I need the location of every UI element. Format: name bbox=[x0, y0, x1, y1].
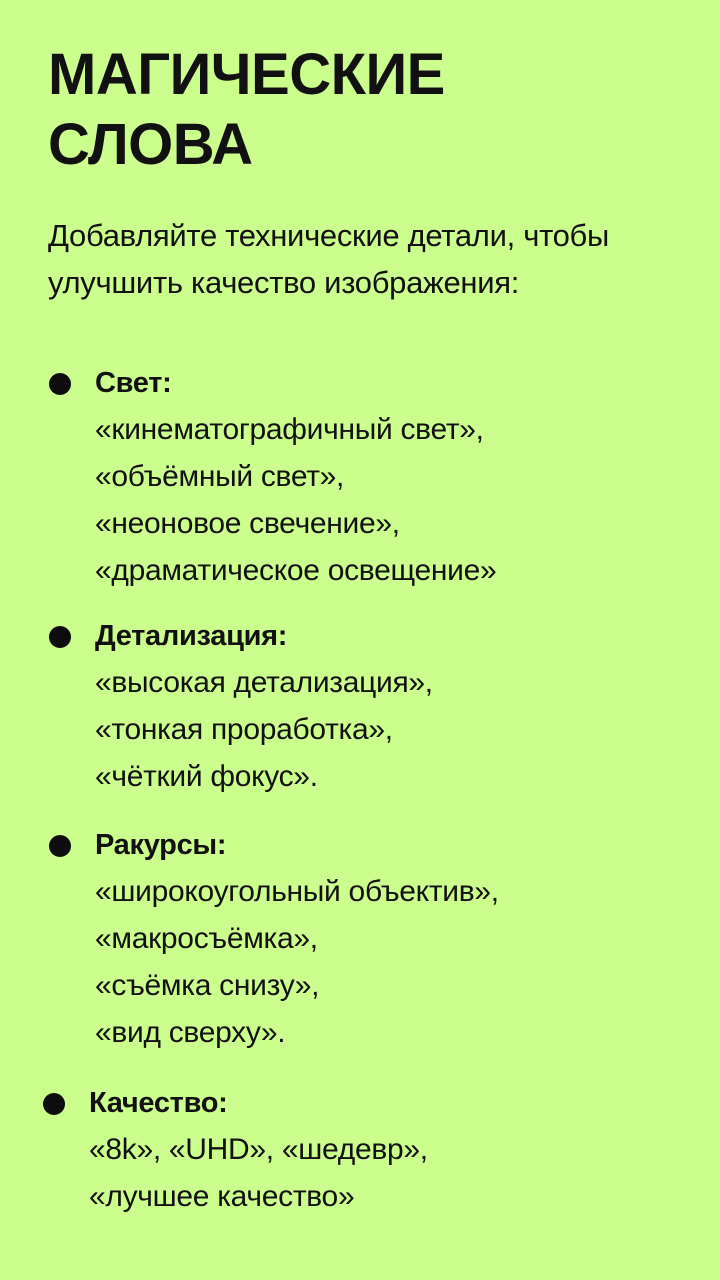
section-heading: Свет: bbox=[95, 367, 172, 399]
intro-text: Добавляйте технические детали, чтобы улучшить качество изображения: bbox=[48, 218, 609, 300]
list-item: «широкоугольный объектив», bbox=[95, 875, 499, 908]
list-item: «кинематографичный свет», bbox=[95, 413, 484, 446]
section-lines bbox=[95, 659, 433, 800]
list-item: «драматическое освещение» bbox=[95, 554, 497, 587]
bullet-icon bbox=[43, 1093, 65, 1115]
bullet-icon bbox=[49, 626, 71, 648]
list-item: «высокая детализация», bbox=[95, 666, 433, 699]
section-heading: Ракурсы: bbox=[95, 829, 227, 861]
page-title bbox=[48, 40, 668, 180]
list-item: «съёмка снизу», bbox=[95, 969, 320, 1002]
list-item: «тонкая проработка», bbox=[95, 713, 393, 746]
title-line-2: СЛОВА bbox=[48, 112, 253, 177]
list-item: «вид сверху». bbox=[95, 1016, 286, 1049]
title-line-1: МАГИЧЕСКИЕ bbox=[48, 42, 445, 107]
list-item: «лучшее качество» bbox=[89, 1180, 355, 1213]
section-lines bbox=[89, 1126, 428, 1220]
bullet-icon bbox=[49, 373, 71, 395]
list-item: «макросъёмка», bbox=[95, 922, 318, 955]
section-heading: Качество: bbox=[89, 1087, 228, 1119]
section-lines bbox=[95, 406, 496, 594]
bullet-icon bbox=[49, 835, 71, 857]
section-heading: Детализация: bbox=[95, 620, 288, 652]
list-item: «чёткий фокус». bbox=[95, 760, 318, 793]
list-item: «8k», «UHD», «шедевр», bbox=[89, 1133, 428, 1166]
list-item: «неоновое свечение», bbox=[95, 507, 400, 540]
list-item: «объёмный свет», bbox=[95, 460, 345, 493]
section-lines bbox=[95, 868, 499, 1056]
